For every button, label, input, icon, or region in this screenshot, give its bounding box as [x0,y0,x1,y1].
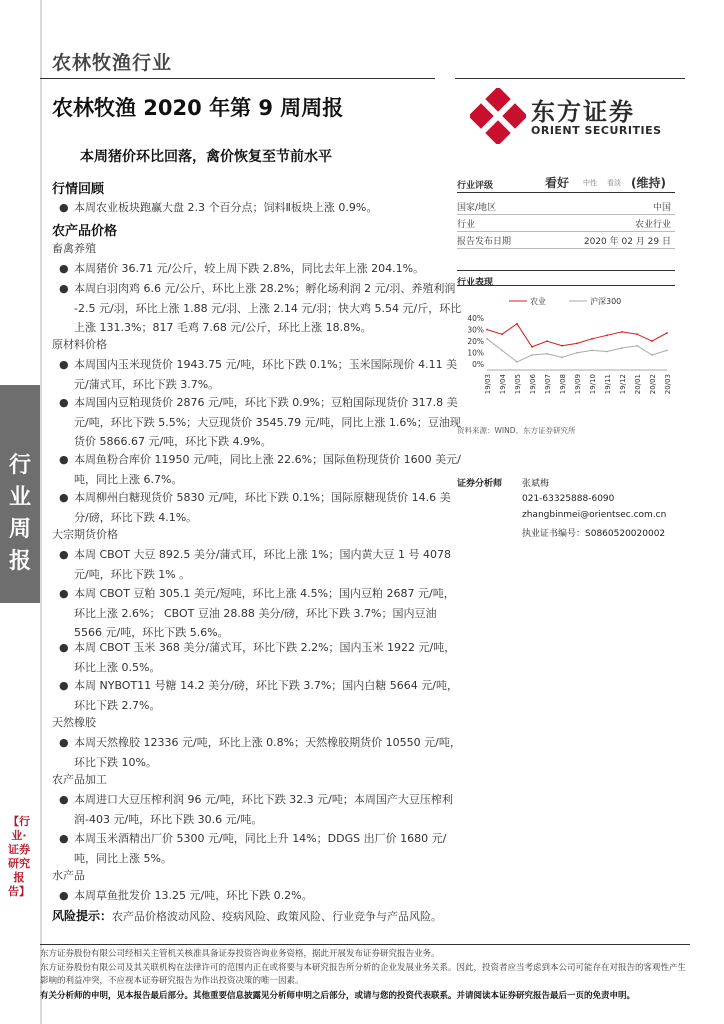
list-item: ● 本周 NYBOT11 号糖 14.2 美分/磅，环比下跌 3.7%；国内白糖 5664 元/吨，环比下跌 2.7%。 [59,679,458,712]
x-tick-label: 19/10 [589,374,597,395]
data-point [591,338,593,340]
chart-title: 行业表现 [457,270,675,286]
list-item: ● 本周猪价 36.71 元/公斤，较上周下跌 2.8%，同比去年上涨 204.1%。 [59,262,425,275]
header-rule-right [455,78,685,79]
series-line [487,339,667,362]
x-tick-label: 19/11 [604,374,612,395]
data-point [651,354,653,356]
x-tick-label: 19/03 [484,374,492,395]
info-row: 国家/地区 中国 [457,198,675,215]
data-point [546,340,548,342]
x-tick-label: 19/08 [559,374,567,395]
analyst-phone: 021-63325888-6090 [522,494,615,504]
analyst-email[interactable]: zhangbinmei@orientsec.com.cn [522,510,667,520]
subsection-livestock: 畜禽养殖 [52,242,96,255]
data-point [591,349,593,351]
legend-label: 农业 [530,297,546,306]
list-item: ● 本周 CBOT 玉米 368 美分/蒲式耳，环比下跌 2.2%；国内玉米 1922 元/吨，环比上涨 0.5%。 [59,641,456,674]
data-point [576,343,578,345]
data-point [576,352,578,354]
y-tick-label: 30% [467,325,484,335]
x-tick-label: 19/09 [574,374,582,395]
subsection-processing: 农产品加工 [52,773,107,786]
data-point [561,345,563,347]
y-tick-label: 20% [467,337,484,347]
data-point [666,349,668,351]
list-item: ● 本周玉米酒精出厂价 5300 元/吨，同比上升 14%；DDGS 出厂价 1680 元/吨，同比上涨 5%。 [59,832,447,865]
info-row: 报告发布日期 2020 年 02 月 29 日 [457,232,675,249]
footer-line2: 东方证券股份有限公司及其关联机构在法律许可的范围内正在或将要与本研究报告所分析的企业发展业务关系。因此，投资者应当考虑到本公司可能存在对报告的客观性产生影响的利益冲突，不应视本证券研究报告为作出投资决策的唯一因素。 [40,963,687,986]
list-item: ● 本周白羽肉鸡 6.6 元/公斤，环比上涨 28.2%；孵化场利润 2 元/羽、养殖利润 -2.5 元/羽，环比上涨 1.88 元/羽、上涨 2.14 元/羽；快大鸡 5.54 元/斤，环比上涨 131.3%；817 毛鸡 7.68 元/公斤，环比上涨 18.8%。 [59,282,462,334]
side-label: 行业周报 [8,453,31,574]
list-item: ● 本周 CBOT 豆粕 305.1 美元/短吨，环比上涨 4.5%；国内豆粕 2687 元/吨，环比上涨 2.6%； CBOT 豆油 28.88 美分/磅，环比下跌 3.7%；国内豆油 5566 元/吨，环比下跌 5.6%。 [59,587,455,639]
x-tick-label: 19/06 [529,374,537,395]
section-market-review: 行情回顾 [52,182,105,197]
footer-line1: 东方证券股份有限公司经相关主管机关核准具备证券投资咨询业务资格，据此开展发布证券研究报告业务。 [40,949,440,959]
brand-name-cn: 东方证券 [531,98,635,126]
subsection-raw: 原材料价格 [52,338,107,351]
risk-note [52,907,452,924]
x-tick-label: 19/05 [514,374,522,395]
analyst-label: 证券分析师 [457,479,503,489]
rating-label: 行业评级 [457,181,494,191]
list-item: ● 本周天然橡胶 12336 元/吨，环比上涨 0.8%；天然橡胶期货价 10550 元/吨，环比下跌 10%。 [59,736,461,769]
list-item: ● 本周 CBOT 大豆 892.5 美分/蒲式耳，环比上涨 1%；国内黄大豆 1 号 4078 元/吨，环比下跌 1% 。 [59,548,452,581]
sector-heading: 农林牧渔行业 [52,52,173,74]
industry-performance-chart [457,290,675,420]
subsection-rubber: 天然橡胶 [52,716,96,729]
orient-logo-icon [470,88,526,144]
data-point [651,340,653,342]
x-tick-label: 19/04 [499,374,507,395]
data-point [621,347,623,349]
rating-option-neutral: 中性 [583,179,597,187]
data-point [531,346,533,348]
list-item: ● 本周国内豆粕现货价 2876 元/吨，环比下跌 0.9%；豆粕国际现货价 317.8 美元/吨，环比下跌 5.5%；大豆现货价 3545.79 元/吨，同比上涨 1.6%；豆油现货价 5866.67 元/吨，环比下跌 4.9%。 [59,396,461,448]
x-tick-label: 19/12 [619,374,627,395]
info-row: 行业 农业行业 [457,215,675,232]
list-item: ● 本周鱼粉合库价 11950 元/吨，同比上涨 22.6%；国际鱼粉现货价 1600 美元/吨，同比上涨 6.7%。 [59,453,461,486]
list-item: ● 本周国内玉米现货价 1943.75 元/吨，环比下跌 0.1%；玉米国际现价 4.11 美元/蒲式耳，环比下跌 3.7%。 [59,358,458,391]
rating-value: 看好 [545,176,570,190]
data-point [666,332,668,334]
report-title: 农林牧渔 2020 年第 9 周周报 [52,96,344,120]
side-label-secondary: 【行业·证券研究报告】 [8,815,30,898]
header-rule [40,78,435,79]
footer-line3: 有关分析师的申明，见本报告最后部分。其他重要信息披露见分析师申明之后部分，或请与您的投资代表联系。并请阅读本证券研究报告最后一页的免责申明。 [40,991,636,1001]
data-point [561,356,563,358]
list-item: ● 本周农业板块跑赢大盘 2.3 个百分点；饲料Ⅱ板块上涨 0.9%。 [59,201,378,214]
data-point [501,349,503,351]
rating-row [457,172,675,193]
subsection-futures: 大宗期货价格 [52,528,118,541]
chart-source: 资料来源：WIND、东方证券研究所 [457,426,576,435]
data-point [636,333,638,335]
y-tick-label: 10% [467,348,484,358]
subsection-aquatic: 水产品 [52,869,85,882]
list-item: ● 本周柳州白糖现货价 5830 元/吨，环比下跌 0.1%；国际原糖现货价 14.6 美分/磅，环比下跌 4.1%。 [59,491,451,524]
brand-name-en: ORIENT SECURITIES [531,124,662,137]
rating-keep: (维持) [631,176,666,190]
rating-option-bearish: 看淡 [607,179,621,187]
x-tick-label: 20/02 [649,374,657,395]
data-point [606,351,608,353]
data-point [486,329,488,331]
data-point [636,345,638,347]
risk-text: 农产品价格波动风险、疫病风险、政策风险、行业竞争与产品风险。 [112,910,443,923]
data-point [486,338,488,340]
legend-label: 沪深300 [590,297,622,306]
analyst-license: 执业证书编号：S0860520020002 [522,529,666,539]
data-point [531,354,533,356]
data-point [621,331,623,333]
data-point [546,353,548,355]
data-point [501,333,503,335]
section-prices: 农产品价格 [52,224,118,239]
footer-rule [40,944,690,945]
x-tick-label: 20/01 [634,374,642,395]
y-tick-label: 0% [472,360,484,370]
y-tick-label: 40% [467,314,484,323]
x-tick-label: 19/07 [544,374,552,395]
analyst-name: 张斌梅 [522,479,550,489]
list-item: ● 本周草鱼批发价 13.25 元/吨，环比下跌 0.2%。 [59,889,313,902]
data-point [516,361,518,363]
risk-title: 风险提示： [52,909,113,923]
left-margin-rule [40,0,42,1024]
data-point [516,323,518,325]
data-point [606,334,608,336]
x-tick-label: 20/03 [664,374,672,395]
list-item: ● 本周进口大豆压榨利润 96 元/吨，环比下跌 32.3 元/吨；本周国产大豆压榨利润-403 元/吨，环比下跌 30.6 元/吨。 [59,793,453,826]
report-subtitle: 本周猪价环比回落，禽价恢复至节前水平 [80,149,332,165]
